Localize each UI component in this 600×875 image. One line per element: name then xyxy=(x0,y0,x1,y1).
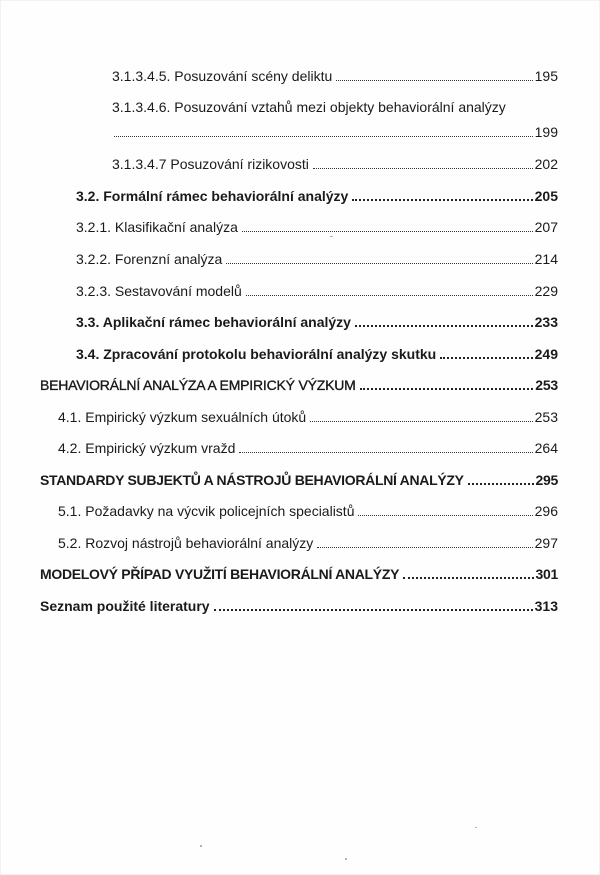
toc-entry-page: 202 xyxy=(534,156,558,172)
scan-speck xyxy=(475,827,477,828)
toc-entry-title: 4.1. Empirický výzkum sexuálních útoků xyxy=(58,409,307,425)
toc-entry-title: 3.1.3.4.6. Posuzování vztahů mezi objekty behaviorální analýzy xyxy=(112,99,506,115)
toc-entry-page: 199 xyxy=(534,124,558,140)
scan-speck xyxy=(330,236,333,237)
toc-entry-page: 207 xyxy=(534,219,558,235)
toc-entry-page: 296 xyxy=(534,503,558,519)
toc-entry-page: 297 xyxy=(534,535,558,551)
toc-entry-title: 3.1.3.4.5. Posuzování scény deliktu xyxy=(112,68,333,84)
leader-dots xyxy=(313,167,533,169)
toc-entry-title: 5.2. Rozvoj nástrojů behaviorální analýzy xyxy=(58,535,314,551)
toc-entry[interactable] xyxy=(76,282,558,300)
toc-entry-title: 4.2. Empirický výzkum vražd xyxy=(58,440,236,456)
toc-entry[interactable] xyxy=(76,313,558,331)
toc-entry[interactable] xyxy=(76,345,558,363)
leader-dots xyxy=(214,608,533,611)
toc-entry-page: 253 xyxy=(534,409,558,425)
leader-dots xyxy=(239,451,532,453)
leader-dots xyxy=(242,230,533,232)
scan-speck xyxy=(200,845,202,847)
toc-entry-title: Seznam použité literatury xyxy=(40,598,210,614)
toc-entry[interactable] xyxy=(114,123,558,141)
leader-dots xyxy=(358,514,532,516)
toc-entry[interactable] xyxy=(76,187,558,205)
toc-entry-page: 253 xyxy=(535,377,558,393)
toc-entry-page: 249 xyxy=(534,346,558,362)
toc-entry-page: 233 xyxy=(534,314,558,330)
toc-entry[interactable] xyxy=(58,439,558,457)
leader-dots xyxy=(440,356,532,359)
leader-dots xyxy=(246,294,533,296)
toc-entry[interactable] xyxy=(40,565,558,583)
toc-entry[interactable] xyxy=(58,502,558,520)
toc-entry-title: MODELOVÝ PŘÍPAD VYUŽITÍ BEHAVIORÁLNÍ ANALÝZY xyxy=(40,566,400,582)
toc-entry-title: 3.2. Formální rámec behaviorální analýzy xyxy=(76,188,349,204)
toc-entry[interactable] xyxy=(40,597,558,615)
leader-dots xyxy=(355,324,533,327)
toc-entry[interactable] xyxy=(40,376,558,394)
toc-entry-page: 205 xyxy=(534,188,558,204)
toc-entry-title: 3.2.3. Sestavování modelů xyxy=(76,283,242,299)
toc-entry[interactable] xyxy=(40,471,558,489)
leader-dots xyxy=(403,576,533,579)
toc-entry-page: 264 xyxy=(534,440,558,456)
toc-entry-page: 229 xyxy=(534,283,558,299)
toc-entry[interactable] xyxy=(112,67,558,85)
leader-dots xyxy=(114,135,533,137)
toc-entry-title: STANDARDY SUBJEKTŮ A NÁSTROJŮ BEHAVIORÁLNÍ ANALÝZY xyxy=(40,472,464,488)
toc-entry[interactable] xyxy=(76,250,558,268)
toc-entry-page: 295 xyxy=(535,472,558,488)
toc-entry-title: 3.1.3.4.7 Posuzování rizikovosti xyxy=(112,156,309,172)
toc-entry[interactable] xyxy=(112,155,558,173)
toc-entry-title: 5.1. Požadavky na výcvik policejních specialistů xyxy=(58,503,355,519)
toc-entry-page: 313 xyxy=(534,598,558,614)
leader-dots xyxy=(352,198,532,201)
toc-entry-title: 3.2.1. Klasifikační analýza xyxy=(76,219,238,235)
leader-dots xyxy=(226,262,532,264)
leader-dots xyxy=(468,482,534,485)
scan-speck xyxy=(345,858,347,860)
toc-entry-title: 3.2.2. Forenzní analýza xyxy=(76,251,223,267)
toc-entry-page: 301 xyxy=(535,566,558,582)
leader-dots xyxy=(360,387,534,390)
leader-dots xyxy=(317,546,532,548)
toc-entry-page: 214 xyxy=(534,251,558,267)
toc-entry-page: 195 xyxy=(534,68,558,84)
toc-entry[interactable] xyxy=(76,218,558,236)
toc-entry-title: BEHAVIORÁLNÍ ANALÝZA A EMPIRICKÝ VÝZKUM xyxy=(40,377,356,393)
toc-entry[interactable] xyxy=(58,534,558,552)
toc-entry[interactable] xyxy=(58,408,558,426)
toc-entry-title: 3.3. Aplikační rámec behaviorální analýzy xyxy=(76,314,351,330)
leader-dots xyxy=(310,420,532,422)
leader-dots xyxy=(336,79,532,81)
toc-entry-title: 3.4. Zpracování protokolu behaviorální analýzy skutku xyxy=(76,346,437,362)
